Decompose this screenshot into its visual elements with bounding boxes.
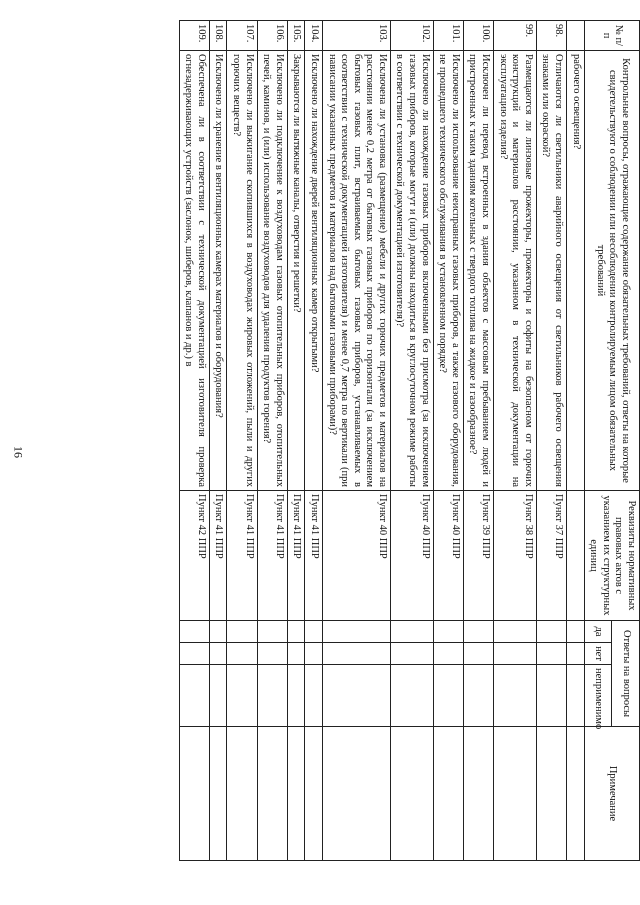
row-requisite: Пункт 41 ППР (209, 491, 227, 621)
checklist-table (179, 20, 640, 861)
answer-yes-cell (463, 621, 493, 643)
answer-yes-cell (433, 621, 463, 643)
row-question: Исключено ли выжигание скопившихся в воздуховодах жировых отложений, пыли и других горючих веществ? (227, 51, 257, 491)
row-requisite: Пункт 41 ППР (305, 491, 323, 621)
answer-no-cell (390, 643, 433, 665)
note-cell (536, 727, 566, 861)
row-requisite: Пункт 41 ППР (287, 491, 305, 621)
row-question: Обеспечена ли в соответствии с технической документацией изготовителя проверка огнезадерживающих устройств (заслонок, шиберов, клапанов и др.) в (179, 51, 209, 491)
row-requisite: Пункт 40 ППР (433, 491, 463, 621)
note-cell (179, 727, 209, 861)
row-requisite: Пункт 40 ППР (390, 491, 433, 621)
row-number: 100. (463, 21, 493, 51)
answer-na-cell (209, 665, 227, 727)
row-question: Исключено ли нахождение дверей вентиляционных камер открытыми? (305, 51, 323, 491)
row-number: 106. (257, 21, 287, 51)
answer-yes-cell (536, 621, 566, 643)
note-cell (257, 727, 287, 861)
note-cell (322, 727, 390, 861)
row-number: 99. (494, 21, 537, 51)
answer-no-cell (463, 643, 493, 665)
header-not-applicable: неприменимо (584, 665, 612, 727)
row-question: Закрываются ли вытяжные каналы, отверстия и решетки? (287, 51, 305, 491)
table-row (494, 21, 537, 861)
answer-no-cell (433, 643, 463, 665)
row-number: 104. (305, 21, 323, 51)
table-row (257, 21, 287, 861)
table-row (463, 21, 493, 861)
answer-na-cell (463, 665, 493, 727)
header-no: нет (584, 643, 612, 665)
row-question: Размещаются ли линзовые прожекторы, прожекторы и софиты на безопасном от горючих конструкций и материалов расстоянии, указанном в технической документации на эксплуатацию изделия? (494, 51, 537, 491)
table-body (179, 21, 584, 861)
note-cell (433, 727, 463, 861)
row-question: рабочего освещения? (567, 51, 585, 491)
table-row (179, 21, 209, 861)
row-number (567, 21, 585, 51)
header-requisites: Реквизиты нормативных правовых актов с указанием их структурных единиц (584, 491, 639, 621)
answer-yes-cell (567, 621, 585, 643)
row-requisite: Пункт 38 ППР (494, 491, 537, 621)
row-requisite (567, 491, 585, 621)
answer-yes-cell (179, 621, 209, 643)
answer-no-cell (287, 643, 305, 665)
answer-na-cell (567, 665, 585, 727)
note-cell (287, 727, 305, 861)
answer-no-cell (179, 643, 209, 665)
header-row (612, 21, 640, 861)
row-question: Исключено ли подключение к воздуховодам газовых отопительных приборов, отопительных печей, каминов, и (или) использование воздуховодов для удаления продуктов горения? (257, 51, 287, 491)
answer-yes-cell (227, 621, 257, 643)
row-requisite: Пункт 39 ППР (463, 491, 493, 621)
row-question: Исключена ли установка (размещение) мебели и других горючих предметов и материалов на расстоянии менее 0,2 метра от бытовых газовых приборов по горизонтали (за исключением бытовых газовых плит, встраиваемых бытовых газовых приборов, устанавливаемых в соответствии с технической документацией изготовителя) и менее 0,7 метра по вертикали (при нависании указанных предметов и материалов над бытовыми газовыми приборами)? (322, 51, 390, 491)
answer-na-cell (179, 665, 209, 727)
header-note: Примечание (584, 727, 639, 861)
note-cell (209, 727, 227, 861)
header-num: № п/п (584, 21, 639, 51)
row-number: 105. (287, 21, 305, 51)
note-cell (463, 727, 493, 861)
table-row (227, 21, 257, 861)
row-requisite: Пункт 41 ППР (227, 491, 257, 621)
row-number: 101. (433, 21, 463, 51)
row-question: Исключен ли перевод встроенных в здания объектов с массовым пребыванием людей и пристроенных к таким зданиям котельных с твердого топлива на жидкое и газообразное? (463, 51, 493, 491)
row-question: Исключено ли нахождение газовых приборов включенными без присмотра (за исключением газовых приборов, которые могут и (или) должны находиться в круглосуточном режиме работы в соответствии с технической документацией изготовителя)? (390, 51, 433, 491)
row-requisite: Пункт 40 ППР (322, 491, 390, 621)
answer-no-cell (305, 643, 323, 665)
answer-no-cell (494, 643, 537, 665)
answer-yes-cell (305, 621, 323, 643)
note-cell (494, 727, 537, 861)
table-row (567, 21, 585, 861)
row-question: Исключено ли хранение в вентиляционных камерах материалов и оборудования? (209, 51, 227, 491)
answer-na-cell (257, 665, 287, 727)
table-row (287, 21, 305, 861)
page-number: 16 (11, 446, 26, 458)
table-row (390, 21, 433, 861)
row-question: Отличаются ли светильники аварийного освещения от светильников рабочего освещения знаками или окраской? (536, 51, 566, 491)
answer-na-cell (433, 665, 463, 727)
answer-yes-cell (494, 621, 537, 643)
answer-no-cell (536, 643, 566, 665)
answer-yes-cell (209, 621, 227, 643)
answer-na-cell (305, 665, 323, 727)
table-row (433, 21, 463, 861)
answer-no-cell (567, 643, 585, 665)
table-row (305, 21, 323, 861)
row-number: 107. (227, 21, 257, 51)
document-page (40, 20, 640, 860)
header-answers: Ответы на вопросы (612, 621, 640, 727)
answer-na-cell (494, 665, 537, 727)
answer-yes-cell (287, 621, 305, 643)
answer-yes-cell (390, 621, 433, 643)
note-cell (390, 727, 433, 861)
header-question: Контрольные вопросы, отражающие содержание обязательных требований, ответы на которые свидетельствуют о соблюдении или несоблюдении контролируемым лицом обязательных требований (584, 51, 639, 491)
row-number: 109. (179, 21, 209, 51)
answer-no-cell (257, 643, 287, 665)
row-requisite: Пункт 42 ППР (179, 491, 209, 621)
answer-na-cell (227, 665, 257, 727)
row-number: 103. (322, 21, 390, 51)
row-number: 108. (209, 21, 227, 51)
note-cell (567, 727, 585, 861)
row-question: Исключено ли использование неисправных газовых приборов, а также газового оборудования, не прошедшего технического обслуживания в установленном порядке? (433, 51, 463, 491)
answer-na-cell (536, 665, 566, 727)
row-number: 98. (536, 21, 566, 51)
note-cell (305, 727, 323, 861)
answer-na-cell (322, 665, 390, 727)
answer-na-cell (287, 665, 305, 727)
answer-na-cell (390, 665, 433, 727)
answer-no-cell (322, 643, 390, 665)
row-number: 102. (390, 21, 433, 51)
answer-no-cell (227, 643, 257, 665)
note-cell (227, 727, 257, 861)
table-row (322, 21, 390, 861)
answer-yes-cell (322, 621, 390, 643)
table-row (209, 21, 227, 861)
answer-yes-cell (257, 621, 287, 643)
header-yes: да (584, 621, 612, 643)
row-requisite: Пункт 37 ППР (536, 491, 566, 621)
answer-no-cell (209, 643, 227, 665)
table-row (536, 21, 566, 861)
row-requisite: Пункт 41 ППР (257, 491, 287, 621)
